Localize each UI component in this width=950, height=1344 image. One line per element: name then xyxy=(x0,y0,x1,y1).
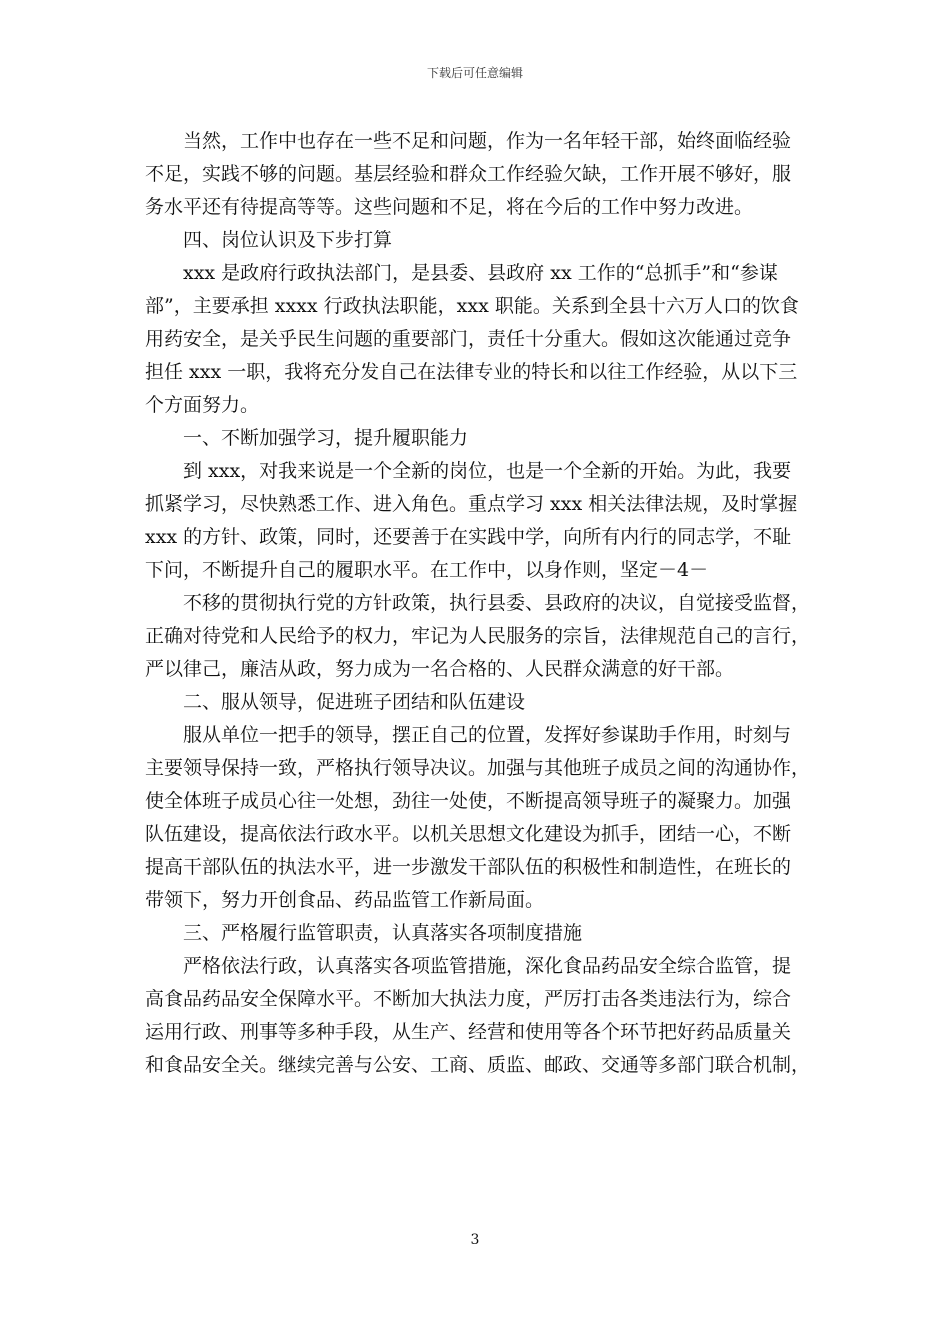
document-body xyxy=(145,126,810,1083)
text-line: xxx 的方针、政策，同时，还要善于在实践中学，向所有内行的同志学，不耻 xyxy=(145,526,792,548)
text-line: 带领下，努力开创食品、药品监管工作新局面。 xyxy=(145,889,545,911)
text-line: 使全体班子成员心往一处想，劲往一处使，不断提高领导班子的凝聚力。加强 xyxy=(145,790,792,812)
text-line: 高食品药品安全保障水平。不断加大执法力度，严厉打击各类违法行为，综合 xyxy=(145,988,792,1010)
text-line: 和食品安全关。继续完善与公安、工商、质监、邮政、交通等多部门联合机制， xyxy=(145,1054,811,1076)
text-line: 部”，主要承担 xxxx 行政执法职能，xxx 职能。关系到全县十六万人口的饮食 xyxy=(145,295,799,317)
text-line: 个方面努力。 xyxy=(145,394,260,416)
paragraph xyxy=(145,588,810,687)
text-line: 担任 xxx 一职，我将充分发自己在法律专业的特长和以往工作经验，从以下三 xyxy=(145,361,798,383)
paragraph xyxy=(145,456,810,588)
text-line: 下问，不断提升自己的履职水平。在工作中，以身作则，坚定－4－ xyxy=(145,559,709,581)
paragraph xyxy=(145,687,810,720)
paragraph xyxy=(145,258,810,423)
text-line: 队伍建设，提高依法行政水平。以机关思想文化建设为抓手，团结一心，不断 xyxy=(145,823,792,845)
text-line: 务水平还有待提高等等。这些问题和不足，将在今后的工作中努力改进。 xyxy=(145,196,754,218)
text-line: 一、不断加强学习，提升履职能力 xyxy=(183,427,469,449)
text-line: 严格依法行政，认真落实各项监管措施，深化食品药品安全综合监管，提 xyxy=(183,955,792,977)
text-line: 提高干部队伍的执法水平，进一步激发干部队伍的积极性和制造性，在班长的 xyxy=(145,856,792,878)
text-line: 不移的贯彻执行党的方针政策，执行县委、县政府的决议，自觉接受监督， xyxy=(183,592,811,614)
text-line: 正确对待党和人民给予的权力，牢记为人民服务的宗旨，法律规范自己的言行， xyxy=(145,625,811,647)
text-line: 不足，实践不够的问题。基层经验和群众工作经验欠缺，工作开展不够好，服 xyxy=(145,163,792,185)
text-line: 二、服从领导，促进班子团结和队伍建设 xyxy=(183,691,526,713)
page-header: 下载后可任意编辑 xyxy=(426,66,523,80)
text-line: 服从单位一把手的领导，摆正自己的位置，发挥好参谋助手作用，时刻与 xyxy=(183,724,792,746)
text-line: 主要领导保持一致，严格执行领导决议。加强与其他班子成员之间的沟通协作， xyxy=(145,757,811,779)
paragraph xyxy=(145,126,810,225)
text-line: 运用行政、刑事等多种手段，从生产、经营和使用等各个环节把好药品质量关 xyxy=(145,1021,792,1043)
paragraph xyxy=(145,423,810,456)
paragraph xyxy=(145,951,810,1083)
paragraph xyxy=(145,225,810,258)
text-line: 抓紧学习，尽快熟悉工作、进入角色。重点学习 xxx 相关法律法规，及时掌握 xyxy=(145,493,798,515)
text-line: 用药安全，是关乎民生问题的重要部门，责任十分重大。假如这次能通过竞争 xyxy=(145,328,792,350)
text-line: 严以律己，廉洁从政，努力成为一名合格的、人民群众满意的好干部。 xyxy=(145,658,735,680)
paragraph xyxy=(145,918,810,951)
text-line: 到 xxx，对我来说是一个全新的岗位，也是一个全新的开始。为此，我要 xyxy=(183,460,792,482)
page-number: 3 xyxy=(470,1232,480,1248)
text-line: 当然，工作中也存在一些不足和问题，作为一名年轻干部，始终面临经验 xyxy=(183,130,792,152)
text-line: 四、岗位认识及下步打算 xyxy=(183,229,393,251)
text-line: 三、严格履行监管职责，认真落实各项制度措施 xyxy=(183,922,583,944)
text-line: xxx 是政府行政执法部门，是县委、县政府 xx 工作的“总抓手”和“参谋 xyxy=(183,262,778,284)
paragraph xyxy=(145,720,810,918)
